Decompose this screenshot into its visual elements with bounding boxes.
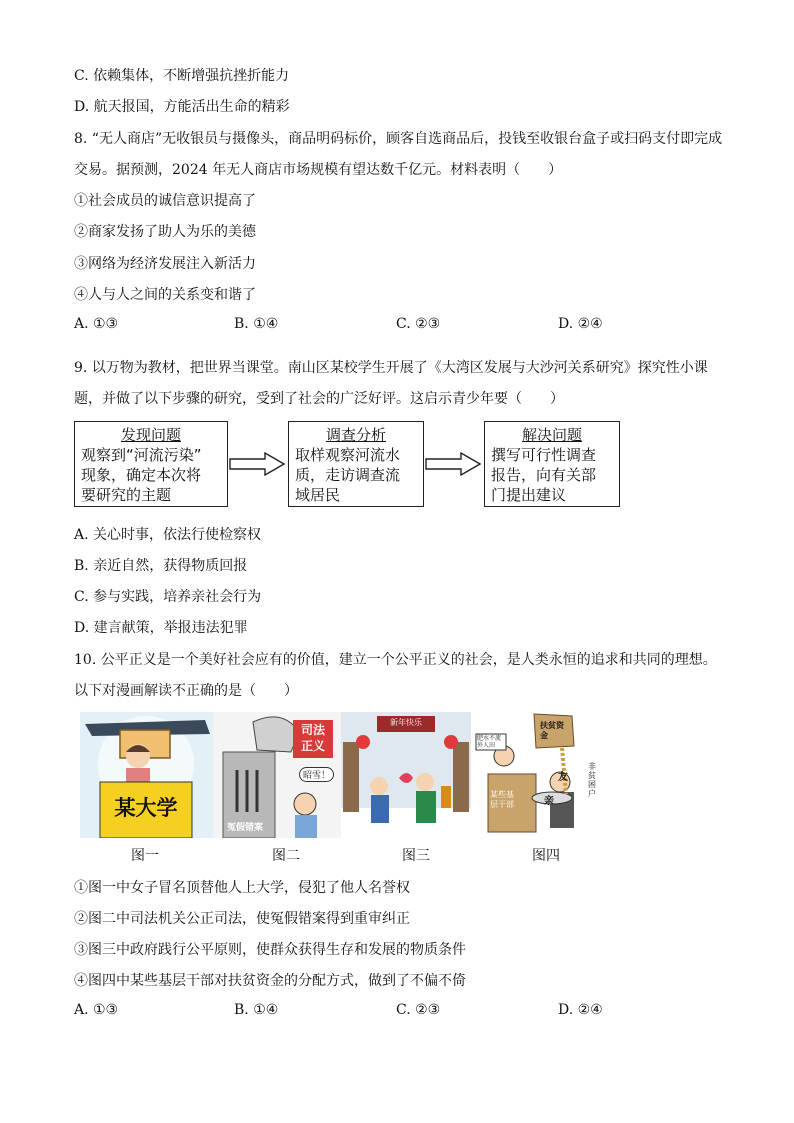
- q8-stem-line2: 交易。据预测，2024 年无人商店市场规模有望达数千亿元。材料表明（ ）: [74, 162, 563, 178]
- q10-statement-2: ②图二中司法机关公正司法，使冤假错案得到重审纠正: [74, 911, 410, 927]
- cartoon-1-sign: 某大学: [114, 796, 178, 820]
- q7-option-c: C. 依赖集体，不断增强抗挫折能力: [74, 68, 290, 84]
- cartoon-image-4: [474, 712, 604, 838]
- q8-statement-3: ③网络为经济发展注入新活力: [74, 256, 256, 272]
- flow-box-text: 要研究的主题: [81, 486, 172, 504]
- flow-box-title: 调查分析: [325, 426, 386, 444]
- cartoon-image-3: [341, 712, 471, 838]
- cartoon-4-poor-label: 非贫困户: [588, 762, 596, 798]
- cartoon-panel-2: [213, 712, 341, 838]
- flow-box-solve: [484, 421, 620, 507]
- cartoon-4-cadre-label: 某些基层干部: [490, 790, 514, 809]
- cartoon-4-tag: 肥水不流外人田: [477, 735, 502, 749]
- q10-statement-3: ③图三中政府践行公平原则，使群众获得生存和发展的物质条件: [74, 942, 466, 958]
- cartoon-caption-4: 图四: [532, 848, 560, 864]
- cartoon-3-banner: 新年快乐: [390, 718, 422, 727]
- cartoon-panel-1: [80, 712, 213, 838]
- cartoon-2-speech-bubble: 昭雪！: [299, 767, 334, 782]
- q10-options: [74, 1002, 694, 1022]
- cartoon-panel-4: [474, 712, 604, 838]
- q10-option-c: C. ②③: [396, 1002, 441, 1018]
- q8-option-d: D. ②④: [558, 316, 603, 332]
- cartoon-caption-1: 图一: [131, 848, 159, 864]
- q9-option-c: C. 参与实践，培养亲社会行为: [74, 589, 262, 605]
- flow-box-text: 取样观察河流水: [295, 446, 401, 464]
- q9-stem-line2: 题，并做了以下步骤的研究，受到了社会的广泛好评。这启示青少年要（ ）: [74, 391, 564, 407]
- flow-box-text: 现象，确定本次将: [81, 466, 202, 484]
- q9-option-d: D. 建言献策，举报违法犯罪: [74, 620, 248, 636]
- q9-stem-line1: 9. 以万物为教材，把世界当课堂。南山区某校学生开展了《大湾区发展与大沙河关系研究》探究性小课: [74, 360, 708, 376]
- flow-box-title: 解决问题: [521, 426, 582, 444]
- q9-option-b: B. 亲近自然，获得物质回报: [74, 558, 248, 574]
- q8-statement-1: ①社会成员的诚信意识提高了: [74, 193, 256, 209]
- flow-box-text: 域居民: [295, 486, 341, 504]
- q10-option-b: B. ①④: [234, 1002, 279, 1018]
- q10-statement-4: ④图四中某些基层干部对扶贫资金的分配方式，做到了不偏不倚: [74, 973, 466, 989]
- cartoon-panel-3: [341, 712, 471, 838]
- flow-box-text: 门提出建议: [491, 486, 567, 504]
- q8-stem-line1: 8. “无人商店”无收银员与摄像头，商品明码标价，顾客自选商品后，投钱至收银台盒子或扫码支付即完成: [74, 131, 723, 147]
- flow-box-investigate: [288, 421, 424, 507]
- q10-option-a: A. ①③: [74, 1002, 119, 1018]
- cartoon-2-cell-label: 冤假错案: [227, 823, 264, 833]
- q8-statement-2: ②商家发扬了助人为乐的美德: [74, 224, 256, 240]
- flow-box-title: 发现问题: [120, 426, 181, 444]
- q10-stem-line2: 以下对漫画解读不正确的是（ ）: [74, 683, 298, 699]
- cartoon-2-fist-label: 司法正义: [300, 723, 325, 753]
- right-arrow-icon: [425, 452, 481, 476]
- q8-option-c: C. ②③: [396, 316, 441, 332]
- flow-box-text: 观察到“河流污染”: [81, 446, 202, 464]
- flow-box-text: 报告，向有关部: [491, 466, 597, 484]
- q10-statement-1: ①图一中女子冒名顶替他人上大学，侵犯了他人名誉权: [74, 880, 410, 896]
- q7-option-d: D. 航天报国，方能活出生命的精彩: [74, 99, 290, 115]
- cartoon-4-bowl-friend: 友: [558, 772, 568, 783]
- right-arrow-icon: [229, 452, 285, 476]
- cartoon-4-bowl-relative: 亲: [544, 796, 554, 807]
- flow-box-text: 撰写可行性调查: [491, 446, 597, 464]
- q8-option-a: A. ①③: [74, 316, 119, 332]
- q10-option-d: D. ②④: [558, 1002, 603, 1018]
- flow-box-discover: [74, 421, 228, 507]
- q8-statement-4: ④人与人之间的关系变和谐了: [74, 287, 256, 303]
- cartoon-4-sack-label: 扶贫资金: [540, 720, 564, 740]
- q8-option-b: B. ①④: [234, 316, 279, 332]
- q10-stem-line1: 10. 公平正义是一个美好社会应有的价值，建立一个公平正义的社会，是人类永恒的追求和共同的理想。: [74, 652, 717, 668]
- q9-option-a: A. 关心时事，依法行使检察权: [74, 527, 262, 543]
- cartoon-caption-3: 图三: [402, 848, 430, 864]
- flow-box-text: 质，走访调查流: [295, 466, 401, 484]
- cartoon-caption-2: 图二: [272, 848, 300, 864]
- q8-options: [74, 316, 694, 336]
